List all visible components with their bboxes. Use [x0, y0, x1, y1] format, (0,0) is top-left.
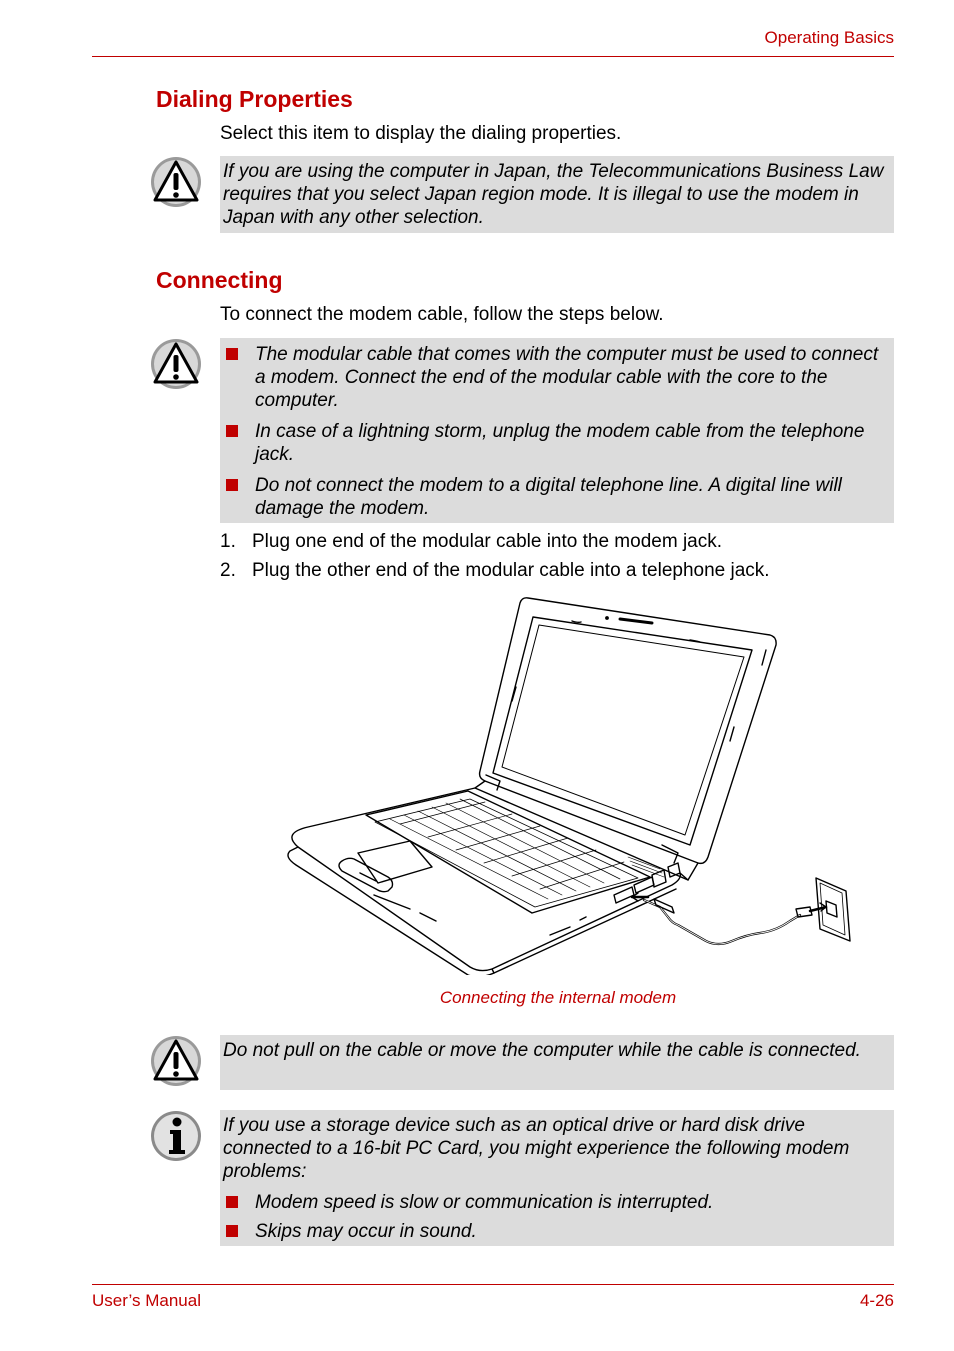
bullet-square-icon [226, 479, 238, 491]
step-item: 2. Plug the other end of the modular cable into a telephone jack. [220, 560, 770, 581]
figure-caption: Connecting the internal modem [439, 988, 677, 1007]
info-text: If you use a storage device such as an optical drive or hard disk drive connected to a 16-bit PC Card, you might experience the following modem problems: [223, 1115, 850, 1182]
footer-rule [92, 1284, 894, 1285]
caution-note-japan [220, 156, 894, 233]
steps-list [220, 530, 770, 582]
caution-text: Do not pull on the cable or move the computer while the cable is connected. [223, 1040, 861, 1061]
list-item: Do not connect the modem to a digital telephone line. A digital line will damage the modem. [223, 474, 888, 520]
info-note-pc-card [220, 1110, 894, 1246]
footer-manual-title: User’s Manual [92, 1291, 201, 1310]
running-header: Operating Basics [764, 28, 894, 47]
heading-dialing-properties: Dialing Properties [156, 86, 353, 112]
bullet-square-icon [226, 1196, 238, 1208]
list-item: Modem speed is slow or communication is interrupted. [223, 1191, 888, 1214]
bullet-square-icon [226, 348, 238, 360]
bullet-square-icon [226, 425, 238, 437]
caution-text: If you are using the computer in Japan, the Telecommunications Business Law requires that you select Japan region mode. It is illegal to use the modem in Japan with any other selection. [223, 161, 884, 228]
list-item: In case of a lightning storm, unplug the modem cable from the telephone jack. [223, 420, 888, 466]
info-list [223, 1191, 888, 1243]
step-item: 1. Plug one end of the modular cable into the modem jack. [220, 531, 723, 552]
warning-triangle-icon [150, 338, 202, 390]
bullet-square-icon [226, 1225, 238, 1237]
page-number: 4-26 [859, 1291, 894, 1310]
connecting-intro: To connect the modem cable, follow the steps below. [220, 304, 664, 325]
caution-note-connecting [220, 338, 894, 523]
laptop-modem-illustration [280, 595, 860, 975]
heading-connecting: Connecting [156, 267, 283, 293]
caution-note-cable [220, 1035, 894, 1090]
dialing-intro: Select this item to display the dialing properties. [220, 123, 622, 144]
info-i-icon [150, 1110, 202, 1162]
warning-triangle-icon [150, 1035, 202, 1087]
caution-list [223, 343, 888, 520]
warning-triangle-icon [150, 156, 202, 208]
list-item: The modular cable that comes with the computer must be used to connect a modem. Connect the end of the modular cable with the core to the computer. [223, 343, 888, 412]
list-item: Skips may occur in sound. [223, 1220, 888, 1243]
header-rule [92, 56, 894, 57]
